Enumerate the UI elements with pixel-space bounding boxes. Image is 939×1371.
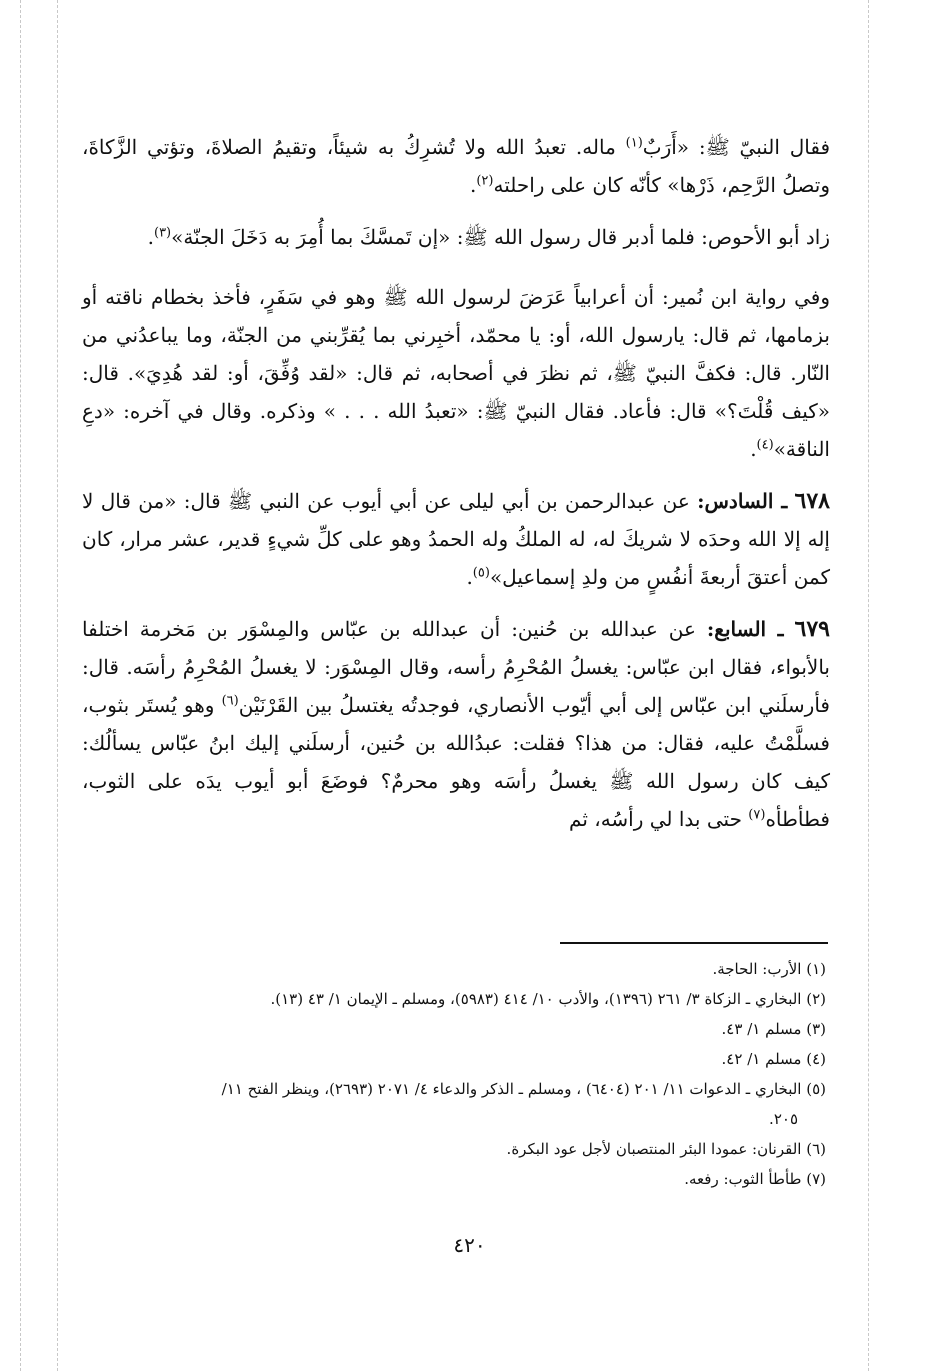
- footnote: (٧) طأطأ الثوب: رفعه.: [684, 1170, 826, 1188]
- footnote: (٦) القرنان: عمودا البئر المنتصبان لأجل عود البكرة.: [506, 1140, 826, 1158]
- paragraph-text: عن عبدالرحمن بن أبي ليلى عن أبي أيوب عن النبي ﷺ قال: «من قال لا إله إلا الله وحدَه لا شريكَ له، له الملكُ وله الحمدُ وهو على كلِّ شيءٍ قدير، عشر مرار، كان كمن أعتقَ أربعةَ أنفُسٍ من ولدِ إسماعيل»: [82, 489, 830, 589]
- footnote-ref: (١): [625, 135, 643, 151]
- paragraph: [82, 218, 830, 256]
- scan-guide-line: [57, 0, 58, 1371]
- footnote-ref: (٣): [153, 225, 172, 241]
- footnotes: [82, 954, 826, 1194]
- paragraph-text: حتى بدا لي رأسُه، ثم: [569, 807, 749, 831]
- footnote-ref: (٢): [476, 173, 494, 189]
- footnote-separator: [560, 942, 828, 944]
- paragraph-text: ماله. تعبدُ الله ولا تُشرِكُ به شيئاً، وتقيمُ الصلاةَ، وتؤتي الزَّكاةَ، وتصلُ الرَّحِم، ذَرْها» كأنّه كان على راحلته: [82, 135, 830, 197]
- hadith-paragraph: [82, 482, 830, 596]
- footnote-ref: (٦): [221, 693, 239, 709]
- paragraph: [82, 278, 830, 468]
- hadith-paragraph: [82, 610, 830, 838]
- footnote: (٢) البخاري ـ الزكاة ٣/ ٢٦١ (١٣٩٦)، والأدب ١٠/ ٤١٤ (٥٩٨٣)، ومسلم ـ الإيمان ١/ ٤٣ (١٣).: [270, 990, 826, 1008]
- footnote-ref: (٤): [756, 437, 774, 453]
- paragraph-text: وهو يُستَر بثوب، فسلَّمْتُ عليه، فقال: من هذا؟ فقلت: عبدُالله بن حُنين، أرسلَني إليك ابنُ عبّاس يسألُك: كيف كان رسول الله ﷺ يغسلُ رأسَه وهو محرمٌ؟ فوضَعَ أبو أيوب يدَه على الثوب، فطأطأه: [82, 693, 830, 831]
- scan-guide-line: [868, 0, 869, 1371]
- hadith-number: ٦٧٨: [794, 488, 830, 514]
- footnote: (٥) البخاري ـ الدعوات ١١/ ٢٠١ (٦٤٠٤) ، ومسلم ـ الذكر والدعاء ٤/ ٢٠٧١ (٢٦٩٣)، وينظر الفتح ١١/: [221, 1080, 826, 1098]
- section-heading: ـ السابع:: [706, 617, 784, 641]
- paragraph-text: .: [469, 173, 477, 197]
- section-heading: ـ السادس:: [697, 489, 788, 513]
- page-number: ٤٢٠: [453, 1233, 486, 1257]
- paragraph-text: .: [147, 225, 154, 249]
- scan-guide-line: [20, 0, 21, 1371]
- hadith-number: ٦٧٩: [794, 616, 830, 642]
- footnote-continuation: ٢٠٥.: [769, 1110, 798, 1128]
- footnote: (٤) مسلم ١/ ٤٢.: [721, 1050, 826, 1068]
- footnote: (١) الأرب: الحاجة.: [712, 960, 826, 978]
- paragraph-text: عن عبدالله بن حُنين: أن عبدالله بن عبّاس والمِسْوَر بن مَخرمة اختلفا بالأبواء، فقال ابن عبّاس: يغسلُ المُحْرِمُ رأسه، وقال المِسْوَر: لا يغسلُ المُحْرِمُ رأسَه. قال: فأرسلَني ابن عبّاس إلى أبي أيّوب الأنصاري، فوجدتُه يغتسلُ بين القَرْنَيْن: [82, 617, 830, 717]
- paragraph-text: .: [466, 565, 473, 589]
- footnote: (٣) مسلم ١/ ٤٣.: [721, 1020, 826, 1038]
- footnote-ref: (٧): [748, 807, 766, 823]
- main-text: [82, 128, 830, 852]
- paragraph-text: .: [750, 437, 757, 461]
- paragraph-text: زاد أبو الأحوص: فلما أدبر قال رسول الله ﷺ: «إن تَمسَّكَ بما أُمِرَ به دَخَلَ الجنّة»: [171, 225, 830, 249]
- paragraph-text: وفي رواية ابن نُمير: أن أعرابياً عَرَضَ لرسول الله ﷺ وهو في سَفَرٍ، فأخذ بخطام ناقته أو بزمامها، ثم قال: يارسول الله، أو: يا محمّد، أخبِرني بما يُقرِّبني من الجنّة، وما يباعدُني من النّار. قال: فكفَّ النبيّ ﷺ، ثم نظرَ في أصحابه، ثم قال: «لقد وُفِّقَ، أو: لقد هُدِيَ». قال: «كيف قُلْتَ؟» قال: فأعاد. فقال النبيّ ﷺ: «تعبدُ الله . . . » وذكره. وقال في آخره: «دعِ الناقة»: [82, 285, 830, 461]
- paragraph: [82, 128, 830, 204]
- paragraph-text: فقال النبيّ ﷺ: «أَرَبٌ: [642, 135, 830, 159]
- footnote-ref: (٥): [472, 565, 490, 581]
